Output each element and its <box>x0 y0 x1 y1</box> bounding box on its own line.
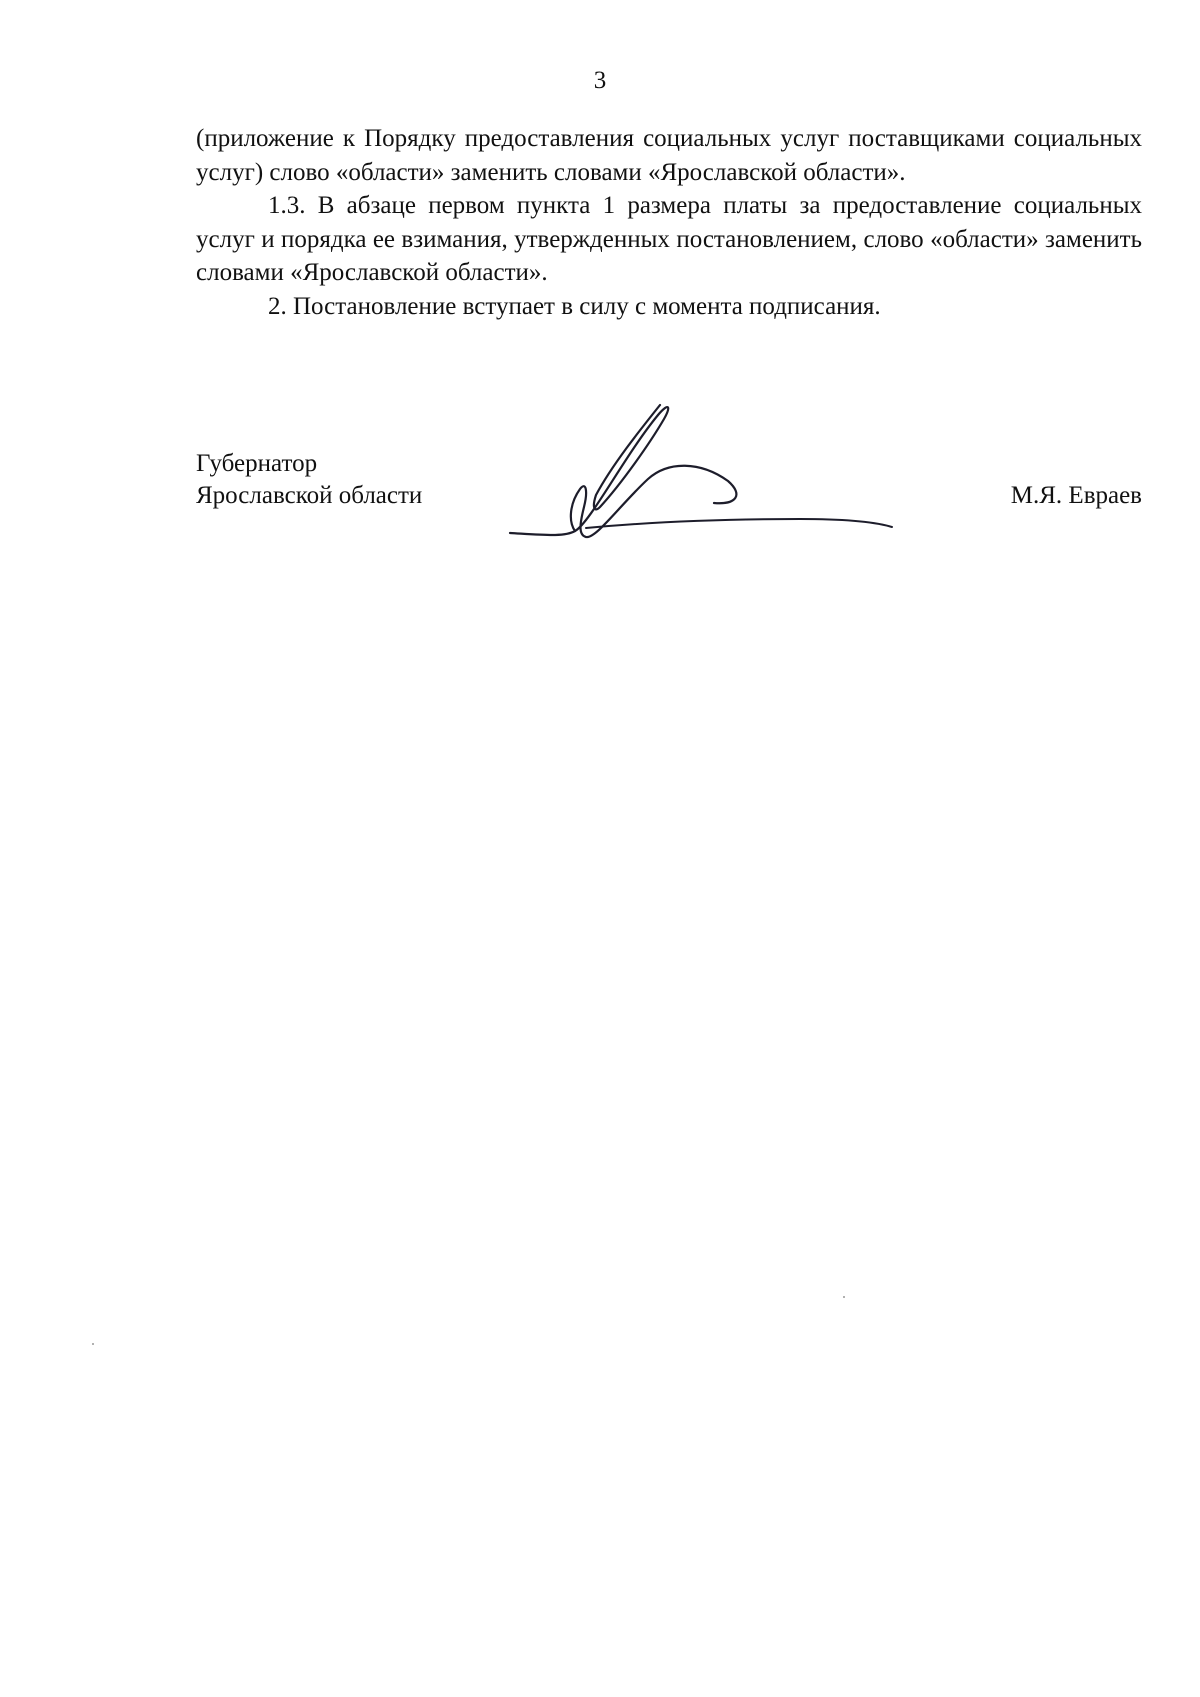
signatory-name: М.Я. Евраев <box>1010 482 1142 509</box>
handwritten-signature <box>500 395 920 595</box>
document-body <box>196 122 1142 323</box>
signatory-position <box>196 448 422 512</box>
signatory-position-line1: Губернатор <box>196 450 318 477</box>
paragraph-continuation: (приложение к Порядку предоставления социальных услуг поставщиками социальных услуг) слово «области» заменить словами «Ярославской области». <box>196 125 1142 186</box>
scan-speck <box>92 1343 94 1345</box>
page-number: 3 <box>593 67 607 94</box>
paragraph-item-2: 2. Постановление вступает в силу с момента подписания. <box>268 292 881 320</box>
signatory-position-line2: Ярославской области <box>196 482 423 509</box>
paragraph-item-1-3: 1.3. В абзаце первом пункта 1 размера платы за предоставление социальных услуг и порядка ее взимания, утвержденных постановлением, слово «области» заменить словами «Ярославской области». <box>196 192 1142 286</box>
scan-speck <box>843 1296 845 1298</box>
